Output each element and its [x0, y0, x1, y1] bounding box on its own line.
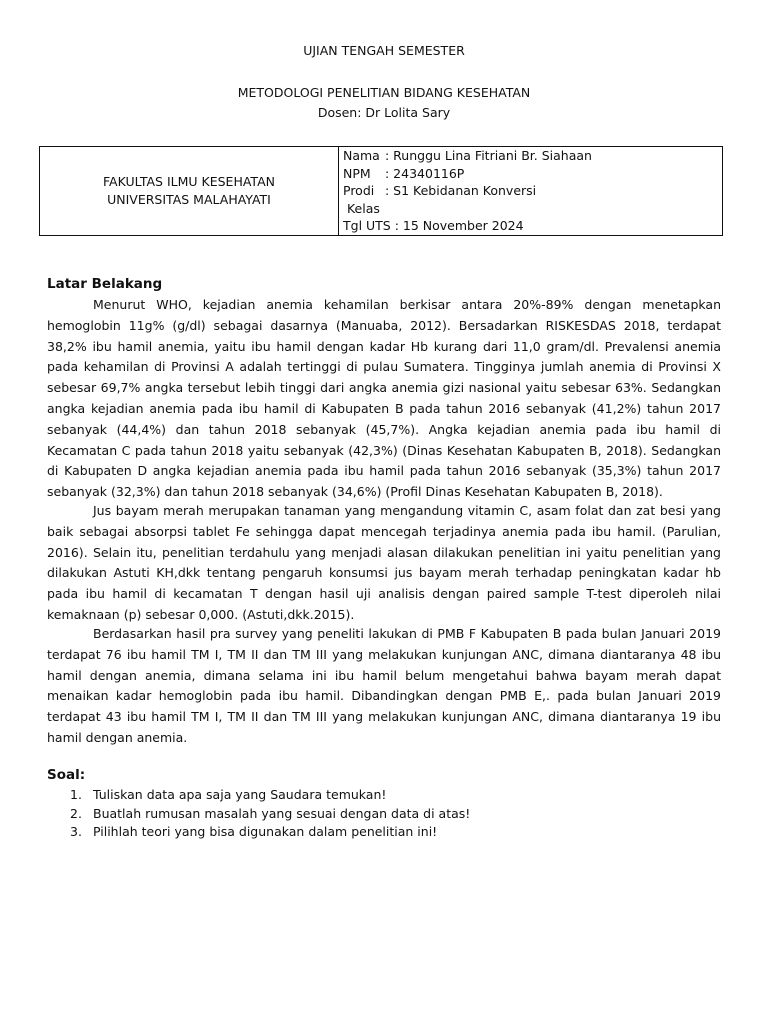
background-heading: Latar Belakang [47, 276, 163, 292]
course-title: METODOLOGI PENELITIAN BIDANG KESEHATAN [237, 85, 531, 100]
paragraph-text: Jus bayam merah merupakan tanaman yang mengandung vitamin C, asam folat dan zat besi yang baik sebagai absorpsi tablet Fe sehingga dapat mencegah terjadinya anemia pada ibu hamil. (Parulian, 2016). Selain itu, penelitian terdahulu yang menjadi alasan dilakukan penelitian ini yaitu penelitian yang dilakukan Astuti KH,dkk tentang pengaruh konsumsi jus bayam merah terhadap peningkatan kadar hb pada ibu hamil di kecamatan T dengan hasil uji analisis dengan paired sample T-test diperoleh nilai kemaknaan (p) sebesar 0,000. (Astuti,dkk.2015). [47, 503, 721, 622]
question-number: 1. [70, 787, 82, 802]
question-number: 3. [70, 824, 82, 839]
questions-list [47, 786, 470, 842]
faculty-name: FAKULTAS ILMU KESEHATAN [102, 173, 275, 189]
kelas-label: Kelas [346, 200, 380, 216]
faculty-cell [40, 147, 339, 236]
question-item [47, 805, 470, 824]
university-name: UNIVERSITAS MALAHAYATI [107, 191, 271, 207]
paragraph-text: Berdasarkan hasil pra survey yang peneliti lakukan di PMB F Kabupaten B pada bulan Januari 2019 terdapat 76 ibu hamil TM I, TM II dan TM III yang melakukan kunjungan ANC, dimana diantaranya 48 ibu hamil dengan anemia, dimana selama ini ibu hamil belum mengetahui bahwa bayam merah dapat menaikan kadar hemoglobin pada ibu hamil. Dibandingkan dengan PMB E,. pada bulan Januari 2019 terdapat 43 ibu hamil TM I, TM II dan TM III yang melakukan kunjungan ANC, dimana diantaranya 19 ibu hamil dengan anemia. [47, 626, 721, 745]
nama-value: : Runggu Lina Fitriani Br. Siahaan [385, 148, 592, 163]
prodi-row [343, 182, 722, 200]
npm-row [343, 165, 722, 183]
prodi-label: Prodi [343, 183, 375, 198]
question-text: Pilihlah teori yang bisa digunakan dalam penelitian ini! [93, 824, 438, 839]
npm-value: : 24340116P [385, 165, 465, 181]
background-paragraph-1 [47, 295, 721, 503]
tgl-uts-row: Tgl UTS : 15 November 2024 [343, 218, 524, 233]
nama-row [343, 147, 722, 165]
background-paragraph-2 [47, 501, 721, 626]
student-info-table [39, 146, 723, 236]
lecturer-line: Dosen: Dr Lolita Sary [317, 105, 451, 120]
exam-title: UJIAN TENGAH SEMESTER [303, 43, 465, 58]
question-text: Tuliskan data apa saja yang Saudara temukan! [93, 787, 387, 802]
question-text: Buatlah rumusan masalah yang sesuai dengan data di atas! [93, 805, 471, 821]
background-paragraph-3 [47, 624, 721, 749]
nama-label: Nama [343, 148, 380, 163]
question-item [47, 786, 470, 805]
npm-label: NPM [343, 165, 371, 181]
question-item [47, 823, 470, 842]
prodi-value: : S1 Kebidanan Konversi [385, 183, 537, 198]
question-number: 2. [70, 805, 82, 821]
questions-heading: Soal: [47, 767, 86, 783]
student-details-cell [339, 147, 723, 236]
kelas-row [343, 200, 722, 218]
paragraph-text: Menurut WHO, kejadian anemia kehamilan berkisar antara 20%-89% dengan menetapkan hemoglobin 11g% (g/dl) sebagai dasarnya (Manuaba, 2012). Bersadarkan RISKESDAS 2018, terdapat 38,2% ibu hamil anemia, yaitu ibu hamil dengan kadar Hb kurang dari 11,0 gram/dl. Prevalensi anemia pada kehamilan di Provinsi A adalah tertinggi di pulau Sumatera. Tingginya jumlah anemia di Provinsi X sebesar 69,7% angka tersebut lebih tinggi dari angka anemia gizi nasional yaitu sebesar 63%. Sedangkan angka kejadian anemia pada ibu hamil di Kabupaten B pada tahun 2016 sebanyak (41,2%) tahun 2017 sebanyak (44,4%) dan tahun 2018 sebanyak (45,7%). Angka kejadian anemia pada ibu hamil di Kecamatan C pada tahun 2018 yaitu sebanyak (42,3%) (Dinas Kesehatan Kabupaten B, 2018). Sedangkan di Kabupaten D angka kejadian anemia pada ibu hamil pada tahun 2016 sebanyak (35,3%) tahun 2017 sebanyak (32,3%) dan tahun 2018 sebanyak (34,6%) (Profil Dinas Kesehatan Kabupaten B, 2018). [47, 297, 721, 500]
